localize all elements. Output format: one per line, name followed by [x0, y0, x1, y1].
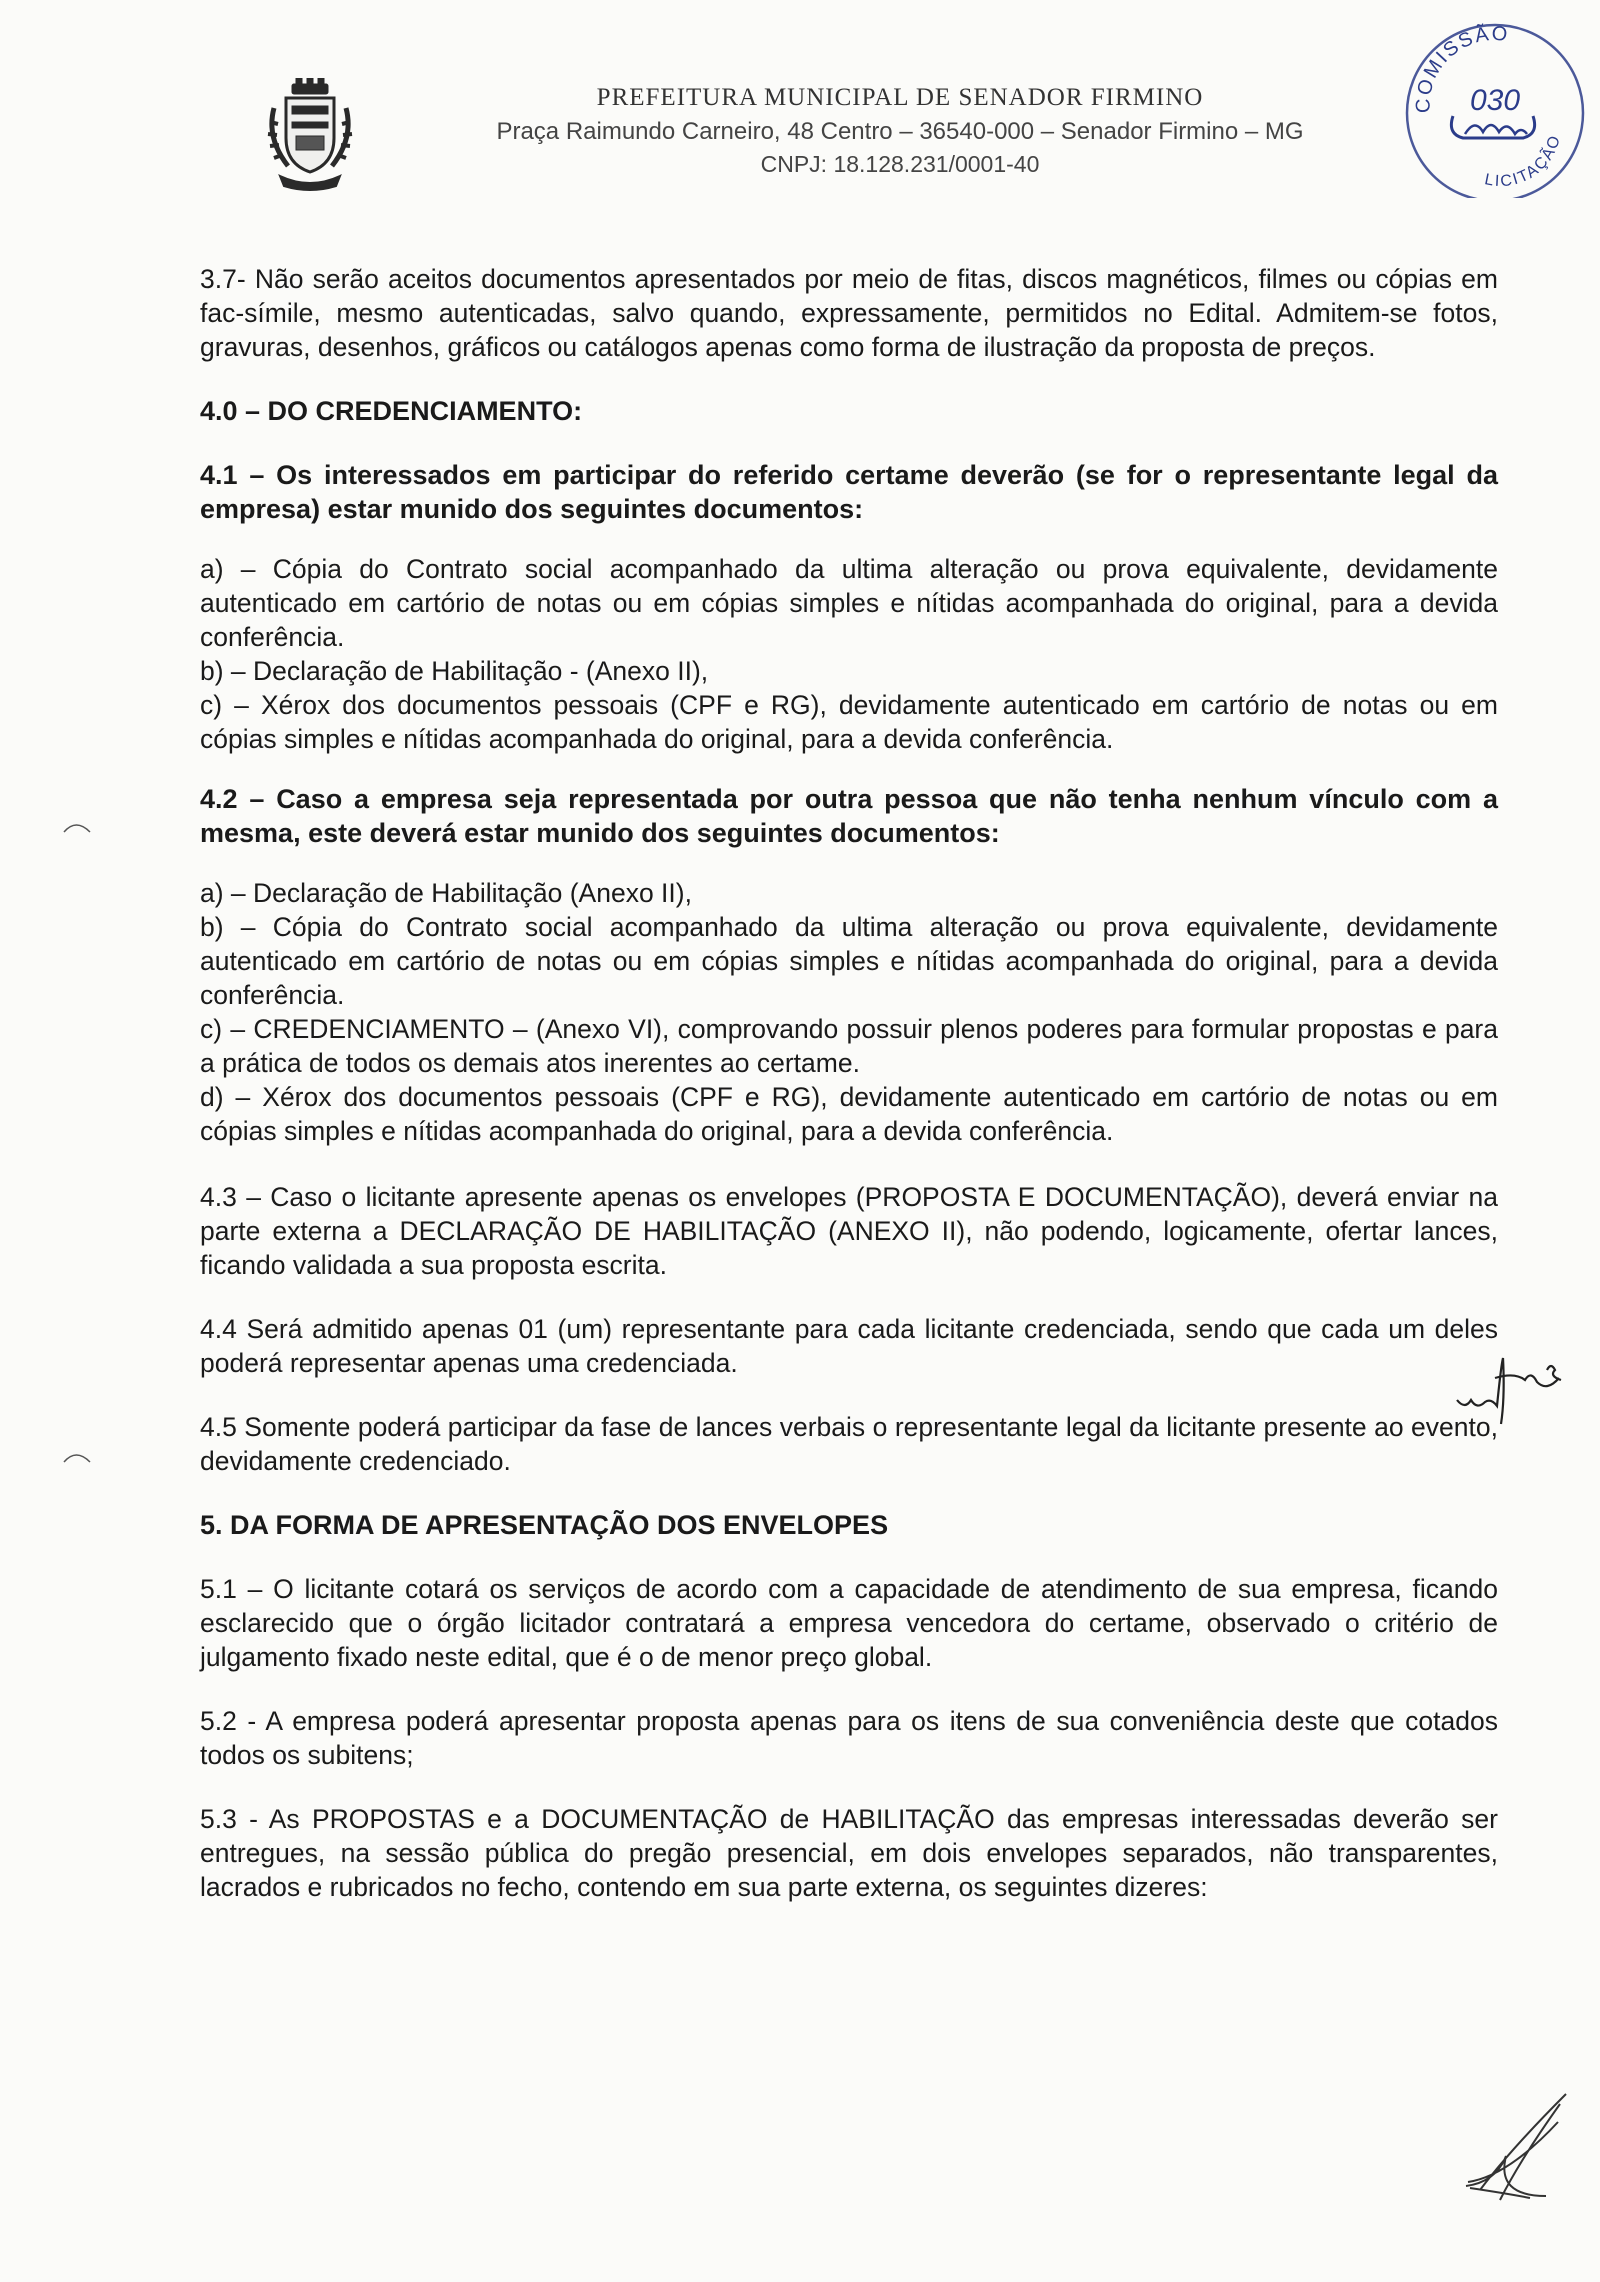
- item-4-2-a: a) – Declaração de Habilitação (Anexo II),: [200, 878, 692, 908]
- municipal-crest-icon: [262, 78, 358, 194]
- letterhead-cnpj: CNPJ: 18.128.231/0001-40: [760, 151, 1040, 177]
- punch-mark-icon: [62, 818, 92, 836]
- commission-stamp: [1395, 18, 1590, 198]
- item-4-2-b: b) – Cópia do Contrato social acompanhado da ultima alteração ou prova equivalente, devidamente autenticado em cartório de notas ou em cópias simples e nítidas acompanhada do original, para a devida conferência.: [200, 912, 1498, 1010]
- item-4-1-b: b) – Declaração de Habilitação - (Anexo II),: [200, 656, 709, 686]
- letterhead: [400, 80, 1400, 180]
- letterhead-address: Praça Raimundo Carneiro, 48 Centro – 36540-000 – Senador Firmino – MG: [496, 118, 1304, 145]
- section-heading-4-2: 4.2 – Caso a empresa seja representada por outra pessoa que não tenha nenhum vínculo com a mesma, este deverá estar munido dos seguintes documentos:: [200, 784, 1498, 848]
- item-4-1-a: a) – Cópia do Contrato social acompanhado da ultima alteração ou prova equivalente, devidamente autenticado em cartório de notas ou em cópias simples e nítidas acompanhada do original, para a devida conferência.: [200, 554, 1498, 652]
- section-heading-4-1: 4.1 – Os interessados em participar do referido certame deverão (se for o representante legal da empresa) estar munido dos seguintes documentos:: [200, 460, 1498, 524]
- paragraph-4-3: 4.3 – Caso o licitante apresente apenas os envelopes (PROPOSTA E DOCUMENTAÇÃO), deverá enviar na parte externa a DECLARAÇÃO DE HABILITAÇÃO (ANEXO II), não podendo, logicamente, ofertar lances, ficando validada a sua proposta escrita.: [200, 1182, 1498, 1280]
- paragraph-5-3: 5.3 - As PROPOSTAS e a DOCUMENTAÇÃO de HABILITAÇÃO das empresas interessadas deverão ser entregues, na sessão pública do pregão presencial, em dois envelopes separados, não transparentes, lacrados e rubricados no fecho, contendo em sua parte externa, os seguintes dizeres:: [200, 1804, 1498, 1902]
- item-4-2-c: c) – CREDENCIAMENTO – (Anexo VI), comprovando possuir plenos poderes para formular propostas e para a prática de todos os demais atos inerentes ao certame.: [200, 1014, 1498, 1078]
- paragraph-4-5: 4.5 Somente poderá participar da fase de lances verbais o representante legal da licitante presente ao evento, devidamente credenciado.: [200, 1412, 1498, 1476]
- paragraph-3-7: 3.7- Não serão aceitos documentos apresentados por meio de fitas, discos magnéticos, filmes ou cópias em fac-símile, mesmo autenticadas, salvo quando, expressamente, permitidos no Edital. Admitem-se fotos, gravuras, desenhos, gráficos ou catálogos apenas como forma de ilustração da proposta de preços.: [200, 264, 1498, 362]
- item-4-1-c: c) – Xérox dos documentos pessoais (CPF e RG), devidamente autenticado em cartório de notas ou em cópias simples e nítidas acompanhada do original, para a devida conferência.: [200, 690, 1498, 754]
- paragraph-5-2: 5.2 - A empresa poderá apresentar proposta apenas para os itens de sua conveniência deste que cotados todos os subitens;: [200, 1706, 1498, 1770]
- stamp-number: 030: [1469, 84, 1521, 117]
- section-heading-5: 5. DA FORMA DE APRESENTAÇÃO DOS ENVELOPES: [200, 1510, 889, 1540]
- item-4-2-d: d) – Xérox dos documentos pessoais (CPF e RG), devidamente autenticado em cartório de notas ou em cópias simples e nítidas acompanhada do original, para a devida conferência.: [200, 1082, 1498, 1146]
- svg-text:LICITAÇÃO: [1483, 132, 1564, 190]
- paragraph-5-1: 5.1 – O licitante cotará os serviços de acordo com a capacidade de atendimento de sua empresa, ficando esclarecido que o órgão licitador contratará a empresa vencedora do certame, observado o critério de julgamento fixado neste edital, que é o de menor preço global.: [200, 1574, 1498, 1672]
- handwritten-signature-icon: [1460, 2090, 1575, 2220]
- punch-mark-icon: [62, 1448, 92, 1466]
- stamp-bottom-text: LICITAÇÃO: [1483, 132, 1565, 191]
- handwritten-initials-icon: [1455, 1348, 1575, 1428]
- document-body: [200, 262, 1498, 1904]
- letterhead-title: PREFEITURA MUNICIPAL DE SENADOR FIRMINO: [596, 84, 1204, 111]
- stamp-top-text: COMISSÃO: [1412, 22, 1511, 114]
- section-heading-4-0: 4.0 – DO CREDENCIAMENTO:: [200, 396, 583, 426]
- paragraph-4-4: 4.4 Será admitido apenas 01 (um) representante para cada licitante credenciada, sendo que cada um deles poderá representar apenas uma credenciada.: [200, 1314, 1498, 1378]
